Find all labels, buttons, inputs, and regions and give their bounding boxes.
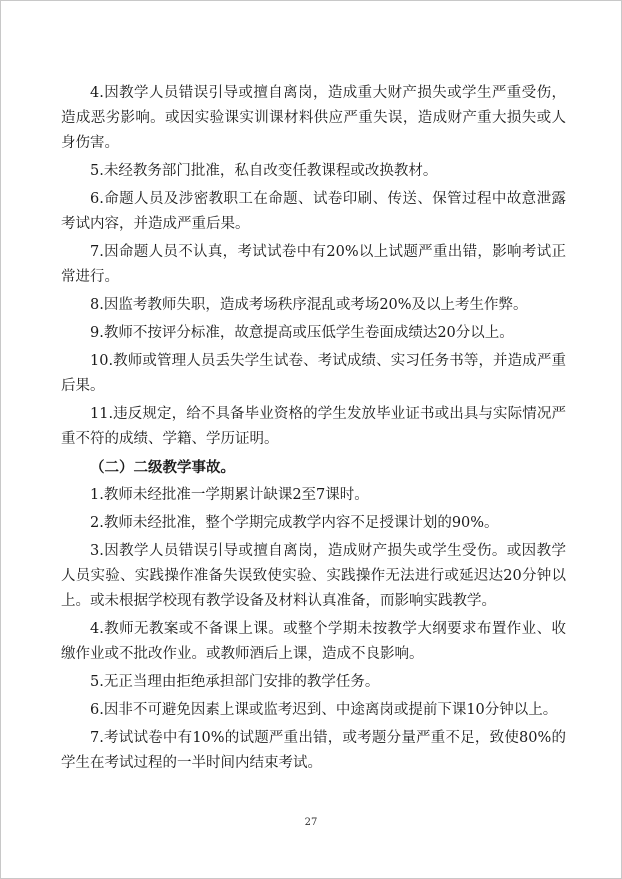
paragraph-2-5: 5.无正当理由拒绝承担部门安排的教学任务。 <box>90 674 380 690</box>
paragraph-2-4: 4.教师无教案或不备课上课。或整个学期未按教学大纲要求布置作业、收缴作业或不批改作业。或教师酒后上课，造成不良影响。 <box>61 621 566 662</box>
paragraph-1-9: 9.教师不按评分标准，故意提高或压低学生卷面成绩达20分以上。 <box>90 325 514 341</box>
paragraph-1-8: 8.因监考教师失职，造成考场秩序混乱或考场20%及以上考生作弊。 <box>90 297 528 313</box>
paragraph-1-4: 4.因教学人员错误引导或擅自离岗，造成重大财产损失或学生严重受伤，造成恶劣影响。或因实验课实训课材料供应严重失误，造成财产重大损失或人身伤害。 <box>61 85 566 151</box>
paragraph-1-6: 6.命题人员及涉密教职工在命题、试卷印刷、传送、保管过程中故意泄露考试内容，并造成严重后果。 <box>61 191 566 232</box>
paragraph-1-5: 5.未经教务部门批准，私自改变任教课程或改换教材。 <box>90 163 438 179</box>
section-heading-level-2: （二）二级教学事故。 <box>90 459 235 476</box>
paragraph-2-3: 3.因教学人员错误引导或擅自离岗，造成财产损失或学生受伤。或因教学人员实验、实践操作准备失误致使实验、实践操作无法进行或延迟达20分钟以上。或未根据学校现有教学设备及材料认真准备，而影响实践教学。 <box>61 543 566 609</box>
paragraph-1-11: 11.违反规定，给不具备毕业资格的学生发放毕业证书或出具与实际情况严重不符的成绩、学籍、学历证明。 <box>61 406 566 447</box>
paragraph-2-6: 6.因非不可避免因素上课或监考迟到、中途离岗或提前下课10分钟以上。 <box>90 702 558 718</box>
page-number: 27 <box>304 817 318 828</box>
paragraph-2-1: 1.教师未经批准一学期累计缺课2至7课时。 <box>90 487 369 503</box>
paragraph-2-7: 7.考试试卷中有10%的试题严重出错，或考题分量严重不足，致使80%的学生在考试过程的一半时间内结束考试。 <box>61 730 566 771</box>
paragraph-1-7: 7.因命题人员不认真，考试试卷中有20%以上试题严重出错，影响考试正常进行。 <box>61 244 566 285</box>
paragraph-1-10: 10.教师或管理人员丢失学生试卷、考试成绩、实习任务书等，并造成严重后果。 <box>61 353 566 394</box>
body-text <box>61 81 566 779</box>
paragraph-2-2: 2.教师未经批准，整个学期完成教学内容不足授课计划的90%。 <box>90 515 499 531</box>
